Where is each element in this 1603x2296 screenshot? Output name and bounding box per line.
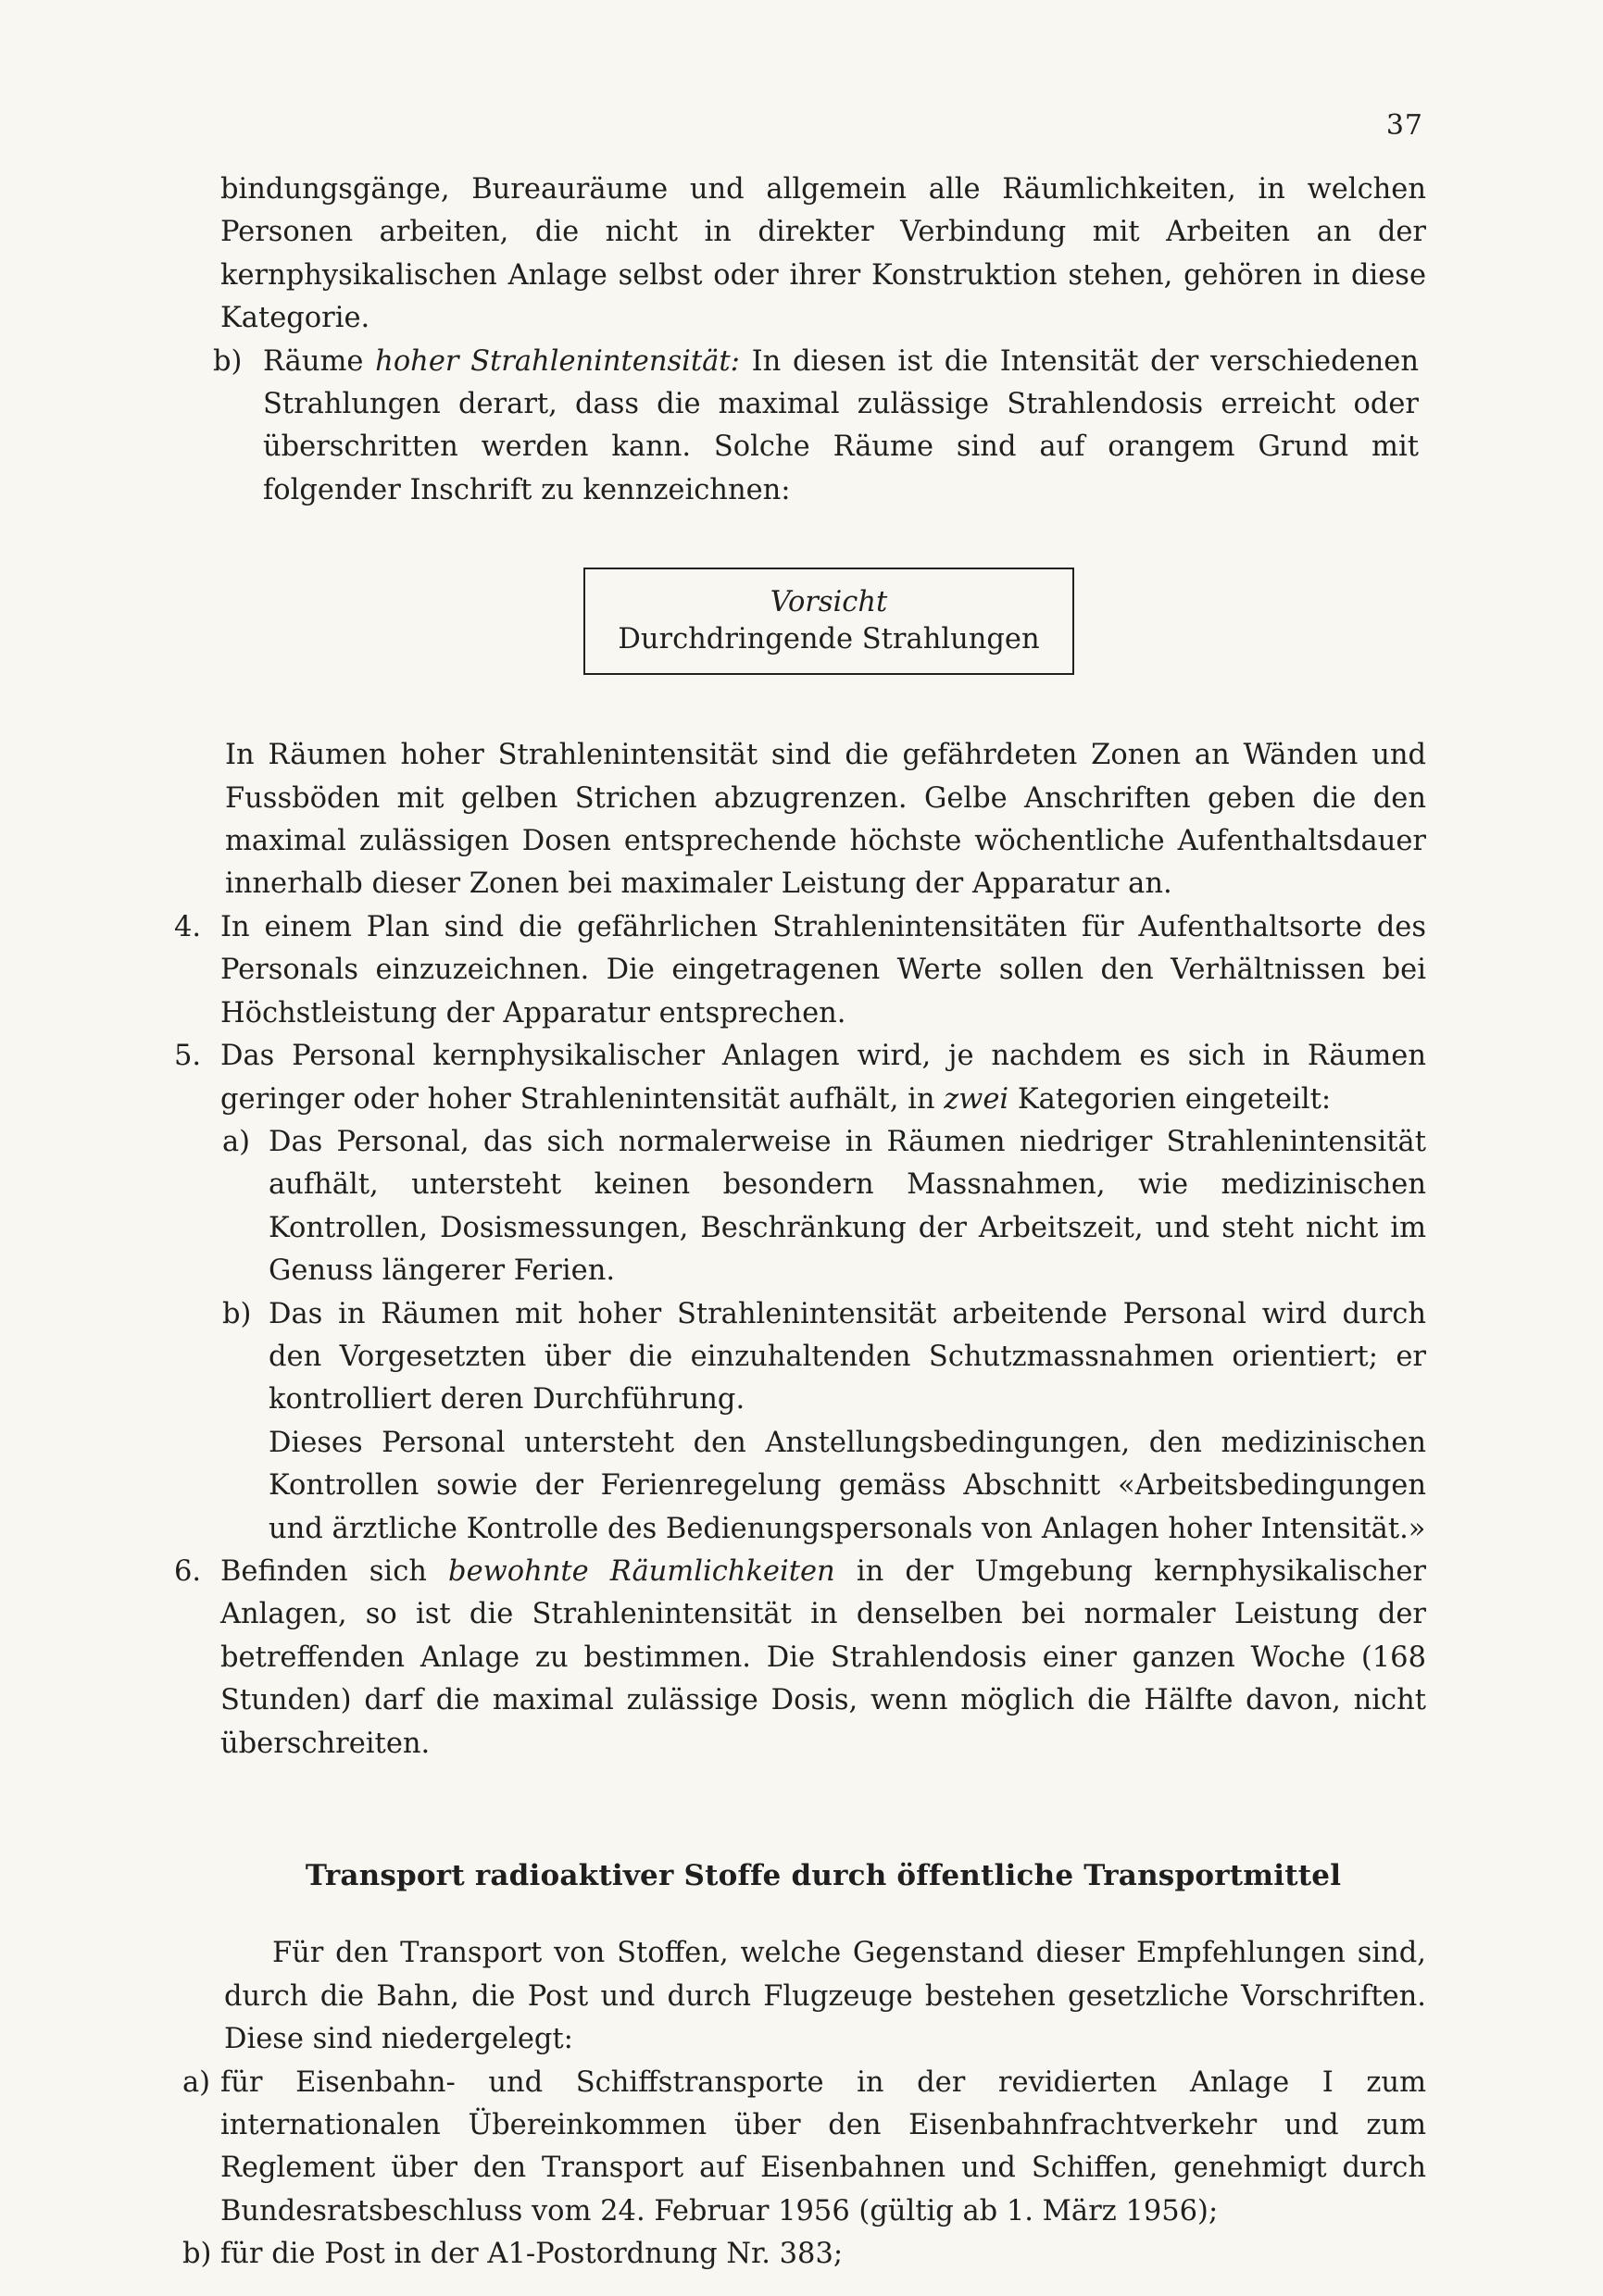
section-heading: Transport radioaktiver Stoffe durch öffentliche Transportmittel <box>305 1859 1342 1892</box>
category-b-emphasis: hoher Strahlenintensität: <box>375 344 740 378</box>
transport-item-a <box>182 2062 1426 2234</box>
list-item-5-text-after: Kategorien eingeteilt: <box>1017 1082 1332 1116</box>
warning-sign <box>583 568 1074 675</box>
category-b-label: b) <box>213 344 243 378</box>
list-item-5b <box>220 1293 1426 1422</box>
high-zone-paragraph: In Räumen hoher Strahlenintensität sind die gefährdeten Zonen an Wänden und Fussböden mit gelben Strichen abzugrenzen. Gelbe Anschriften geben die den maximal zulässigen Dosen entsprechende höchste wöchentliche Aufenthaltsdauer innerhalb dieser Zonen bei maximaler Leistung der Apparatur an. <box>225 739 1426 901</box>
category-b-text: In diesen ist die Intensität der verschiedenen Strahlungen derart, dass die maximal zulässige Strahlendosis erreicht oder überschritten werden kann. Solche Räume sind auf orangem Grund mit folgender Inschrift zu kennzeichnen: <box>263 344 1419 506</box>
list-item-5a-text: Das Personal, das sich normalerweise in Räumen niedriger Strahlenintensität aufhält, untersteht keinen besondern Massnahmen, wie medizinischen Kontrollen, Dosismessungen, Beschränkung der Arbeitszeit, und steht nicht im Genuss längerer Ferien. <box>269 1125 1426 1288</box>
list-item-6-body <box>220 1551 1426 1766</box>
intro-paragraph: bindungsgänge, Bureauräume und allgemein alle Räumlichkeiten, in welchen Personen arbeiten, die nicht in direkter Verbindung mit Arbeiten an der kernphysikalischen Anlage selbst oder ihrer Konstruktion stehen, gehören in diese Kategorie. <box>220 173 1426 335</box>
transport-item-a-text: für Eisenbahn- und Schiffstransporte in der revidierten Anlage I zum internationalen Übereinkommen über den Eisenbahnfrachtverkehr und zum Reglement über den Transport auf Eisenbahnen und Schiffen, genehmigt durch Bundesratsbeschluss vom 24. Februar 1956 (gültig ab 1. März 1956); <box>220 2065 1426 2227</box>
list-item-5-body <box>220 1035 1426 1551</box>
list-item-6-label: 6. <box>174 1554 202 1588</box>
transport-item-a-label: a) <box>182 2065 211 2099</box>
list-item-5-emphasis: zwei <box>944 1082 1009 1116</box>
warning-sign-subtitle: Durchdringende Strahlungen <box>618 623 1040 656</box>
transport-item-b-label: b) <box>182 2238 212 2271</box>
page-number: 37 <box>1385 109 1423 142</box>
category-b-body <box>263 341 1419 513</box>
category-b-prefix: Räume <box>263 344 364 378</box>
list-item-5-text-before: Das Personal kernphysikalischer Anlagen wird, je nachdem es sich in Räumen geringer oder hoher Strahlenintensität aufhält, in <box>220 1040 1426 1116</box>
list-item-4 <box>174 906 1426 1035</box>
list-item-5-text <box>220 1035 1426 1121</box>
list-item-4-text: In einem Plan sind die gefährlichen Strahlenintensitäten für Aufenthaltsorte des Personals einzuzeichnen. Die eingetragenen Werte sollen den Verhältnissen bei Höchstleistung der Apparatur entsprechen. <box>220 910 1426 1029</box>
category-b-item <box>213 341 1419 513</box>
list-item-6-prefix: Befinden sich <box>220 1554 427 1588</box>
page-content <box>174 168 1426 2277</box>
transport-item-b <box>182 2233 1426 2276</box>
list-item-5b-continuation: Dieses Personal untersteht den Anstellungsbedingungen, den medizinischen Kontrollen sowie der Ferienregelung gemäss Abschnitt «Arbeitsbedingungen und ärztliche Kontrolle des Bedienungspersonals von Anlagen hoher Intensität.» <box>269 1426 1426 1545</box>
list-item-5a-label: a) <box>222 1125 251 1158</box>
list-item-4-label: 4. <box>174 910 202 943</box>
list-item-5a <box>220 1121 1426 1293</box>
list-item-5 <box>174 1035 1426 1551</box>
list-item-5b-label: b) <box>222 1297 252 1330</box>
warning-sign-title: Vorsicht <box>770 586 888 619</box>
list-item-6 <box>174 1551 1426 1766</box>
warning-sign-wrapper <box>220 568 1426 675</box>
list-item-5b-text: Das in Räumen mit hoher Strahlenintensität arbeitende Personal wird durch den Vorgesetzten über die einzuhaltenden Schutzmassnahmen orientiert; er kontrolliert deren Durchführung. <box>269 1297 1426 1416</box>
list-item-6-text: in der Umgebung kernphysikalischer Anlagen, so ist die Strahlenintensität in denselben bei normaler Leistung der betreffenden Anlage zu bestimmen. Die Strahlendosis einer ganzen Woche (168 Stunden) darf die maximal zulässige Dosis, wenn möglich die Hälfte davon, nicht überschreiten. <box>220 1554 1426 1760</box>
transport-intro: Für den Transport von Stoffen, welche Gegenstand dieser Empfehlungen sind, durch die Bahn, die Post und durch Flugzeuge bestehen gesetzliche Vorschriften. Diese sind niedergelegt: <box>224 1937 1426 2056</box>
list-item-5-label: 5. <box>174 1040 202 1073</box>
transport-item-b-text: für die Post in der A1-Postordnung Nr. 383; <box>220 2238 844 2271</box>
list-item-6-emphasis: bewohnte Räumlichkeiten <box>448 1554 835 1588</box>
